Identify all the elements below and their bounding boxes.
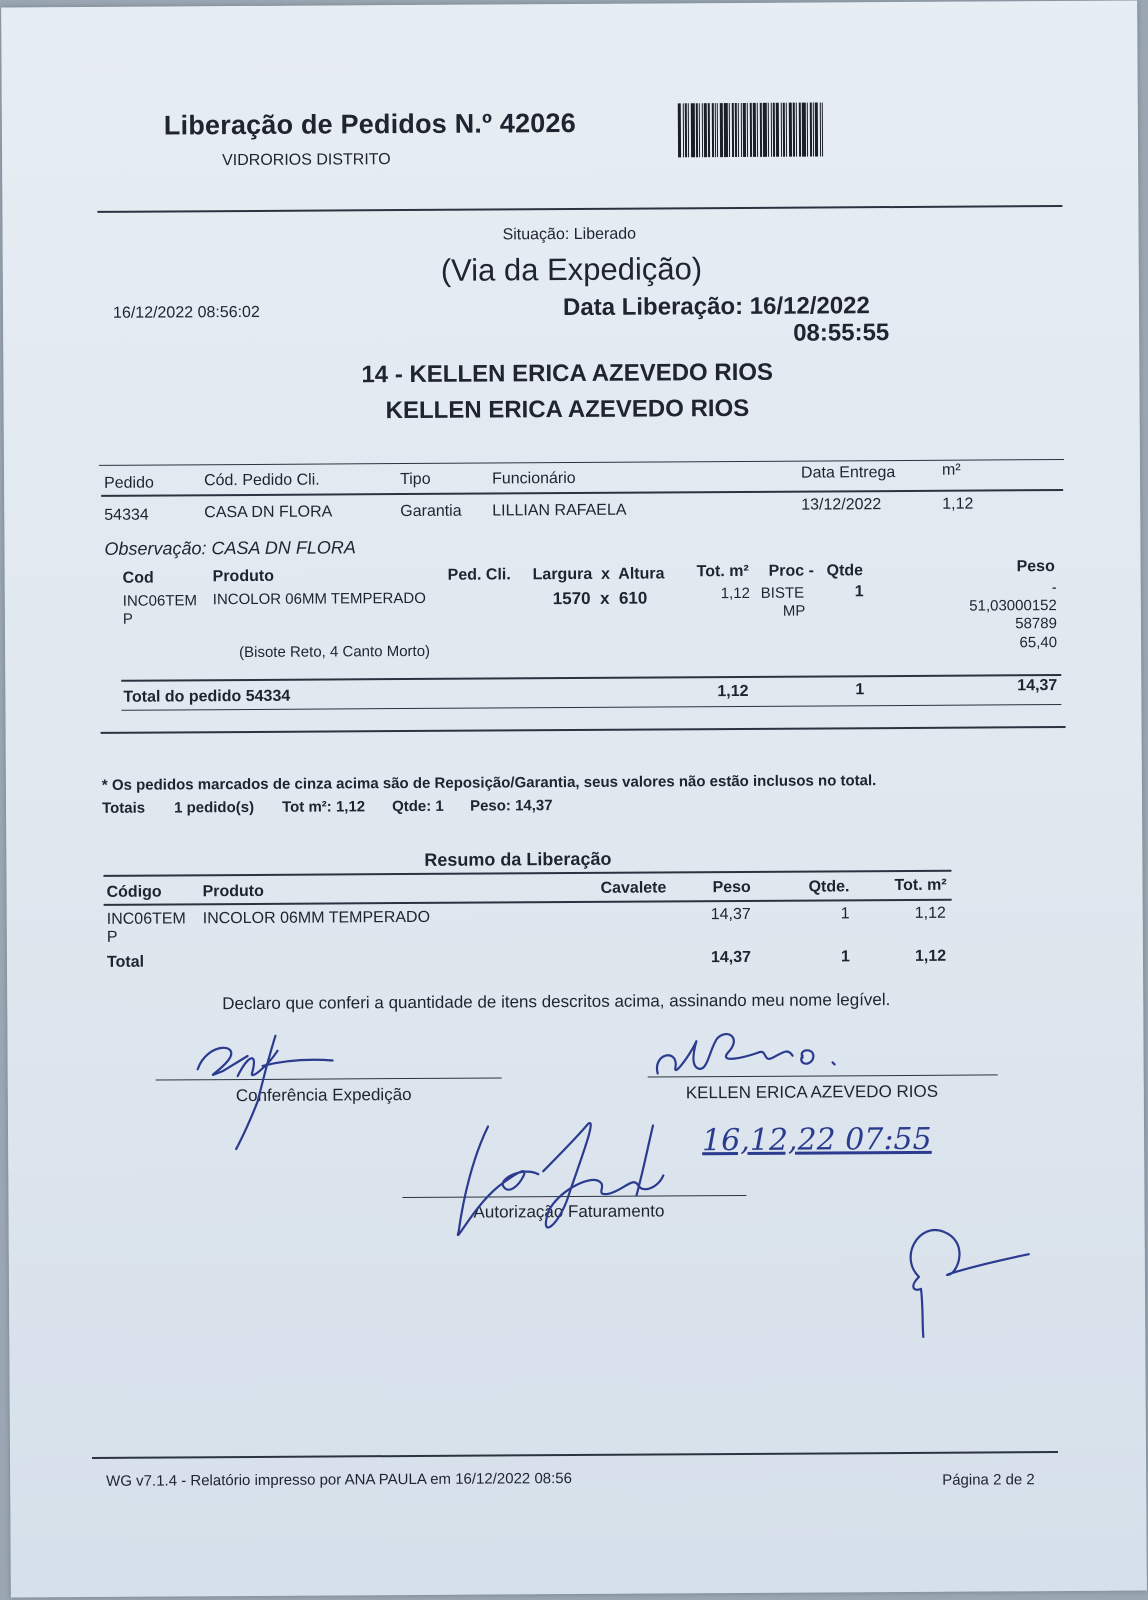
signature-label-authorization: Autorização Faturamento [473, 1201, 665, 1222]
barcode-bar [773, 103, 775, 157]
order-cod-cli: CASA DN FLORA [204, 503, 333, 522]
summary-header-peso: Peso [712, 878, 751, 897]
item-qtde: 1 [854, 583, 864, 601]
divider [92, 1451, 1058, 1459]
document-page [1, 1, 1147, 1598]
barcode-bar [747, 103, 748, 157]
barcode-bar [815, 102, 818, 156]
item-proc-cont: MP [782, 602, 806, 620]
order-header-cod: Cód. Pedido Cli. [203, 471, 320, 490]
order-observation: Observação: CASA DN FLORA [104, 537, 356, 559]
signature-label-client: KELLEN ERICA AZEVEDO RIOS [685, 1081, 939, 1103]
item-dimensions: 1570 x 610 [552, 588, 648, 609]
items-header-proc: Proc - [768, 562, 815, 580]
order-funcionario: LILLIAN RAFAELA [492, 501, 627, 520]
barcode-bar [691, 103, 695, 157]
order-header-data-entrega: Data Entrega [800, 464, 896, 482]
summary-total-qtde: 1 [840, 948, 850, 966]
footer-page-number: Página 2 de 2 [942, 1471, 1035, 1489]
situation-label: Situação: Liberado [502, 225, 637, 244]
item-proc: BISTE [760, 584, 805, 602]
document-title: Liberação de Pedidos N.º 42026 [163, 107, 576, 141]
order-m2: 1,12 [942, 495, 974, 513]
signature-conference-scribble [187, 1020, 348, 1151]
barcode-bar [802, 103, 806, 157]
signature-client-scribble [647, 1017, 847, 1088]
barcode-bar [696, 103, 698, 157]
summary-header-cavalete: Cavalete [600, 879, 667, 897]
summary-header-tot-m2: Tot. m² [894, 876, 947, 895]
order-header-pedido: Pedido [104, 474, 154, 492]
handwritten-date: 16,12,22 07:55 [701, 1121, 932, 1159]
barcode-bar [738, 103, 739, 157]
barcode-bar [735, 103, 737, 157]
items-header-tot-m2: Tot. m² [696, 562, 749, 581]
item-produto: INCOLOR 06MM TEMPERADO [212, 589, 426, 609]
order-total-qtde: 1 [855, 681, 865, 699]
barcode-bar [729, 103, 730, 157]
item-peso-cont: 58789 [1015, 615, 1057, 633]
company-name: VIDRORIOS DISTRITO [222, 151, 391, 170]
divider [101, 726, 1066, 734]
order-header-m2: m² [941, 461, 961, 479]
summary-total-label: Total [106, 953, 145, 971]
barcode-bar [720, 103, 723, 157]
declaration-text: Declaro que conferi a quantidade de itens descritos acima, assinando meu nome legível. [222, 990, 891, 1014]
item-note: (Bisote Reto, 4 Canto Morto) [239, 642, 431, 662]
barcode-bar [757, 103, 758, 157]
item-cod: INC06TEM [122, 592, 198, 610]
barcode-bar [810, 103, 812, 157]
barcode-bar [760, 103, 762, 157]
barcode-bar [807, 103, 808, 157]
items-header-cod: Cod [122, 569, 154, 587]
order-data-entrega: 13/12/2022 [801, 496, 882, 514]
barcode-bar [708, 103, 710, 157]
items-header-ped-cli: Ped. Cli. [447, 566, 511, 584]
barcode-bar [743, 103, 746, 157]
barcode-bar [688, 103, 689, 157]
summary-codigo-cont: P [106, 928, 118, 946]
footer-report-info: WG v7.1.4 - Relatório impresso por ANA PAULA em 16/12/2022 08:56 [106, 1470, 573, 1490]
divider [97, 205, 1062, 213]
summary-peso: 14,37 [710, 905, 751, 924]
signature-authorization-scribble [448, 1115, 679, 1246]
footnote: * Os pedidos marcados de cinza acima são de Reposição/Garantia, seus valores não estão inclusos no total. [101, 772, 877, 794]
divider [101, 489, 1063, 497]
totals-peso: Peso: 14,37 [469, 797, 553, 815]
summary-header-codigo: Código [106, 883, 162, 901]
divider [99, 459, 1064, 466]
summary-tot-m2: 1,12 [914, 904, 946, 922]
barcode-bar [786, 103, 787, 157]
item-peso-value: 65,40 [1019, 634, 1058, 652]
barcode-bar [699, 103, 700, 157]
client-name: KELLEN ERICA AZEVEDO RIOS [385, 394, 750, 425]
barcode [678, 102, 850, 157]
printed-datetime: 16/12/2022 08:56:02 [112, 303, 260, 322]
barcode-bar [685, 103, 687, 157]
barcode-bar [678, 103, 681, 157]
order-header-funcionario: Funcionário [491, 469, 576, 488]
summary-header-produto: Produto [202, 882, 264, 901]
barcode-bar [753, 103, 756, 157]
barcode-bar [796, 103, 797, 157]
item-peso: 51,03000152 [969, 597, 1057, 615]
summary-total-peso: 14,37 [710, 948, 752, 967]
divider [121, 674, 1061, 682]
summary-qtde: 1 [840, 905, 850, 923]
order-pedido: 54334 [104, 506, 149, 524]
summary-total-tot-m2: 1,12 [914, 947, 947, 965]
order-header-tipo: Tipo [399, 470, 431, 489]
summary-header-qtde: Qtde. [808, 878, 850, 896]
initials-scribble [889, 1216, 1050, 1347]
barcode-bar [724, 103, 728, 157]
divider [103, 870, 951, 877]
release-time: 08:55:55 [793, 319, 890, 347]
summary-codigo: INC06TEM [106, 910, 186, 928]
items-header-qtde: Qtde [826, 562, 864, 580]
item-tot-m2: 1,12 [720, 584, 751, 603]
barcode-bar [704, 103, 707, 157]
barcode-bar [750, 103, 752, 157]
signature-label-conference: Conferência Expedição [235, 1084, 412, 1106]
barcode-bar [793, 103, 795, 157]
client-code-name: 14 - KELLEN ERICA AZEVEDO RIOS [361, 358, 774, 389]
barcode-bar [799, 103, 801, 157]
item-peso-dash: - [1051, 579, 1057, 597]
barcode-bar [712, 103, 714, 157]
totals-pedidos: 1 pedido(s) [173, 798, 255, 817]
order-total-label: Total do pedido 54334 [123, 687, 291, 706]
totals-qtde: Qtde: 1 [391, 797, 444, 816]
item-cod-cont: P [122, 610, 133, 628]
copy-label: (Via da Expedição) [440, 251, 703, 288]
barcode-bar [789, 103, 792, 157]
summary-produto: INCOLOR 06MM TEMPERADO [202, 908, 431, 928]
barcode-bar [768, 103, 769, 157]
order-total-m2: 1,12 [717, 682, 749, 701]
barcode-bar [732, 103, 734, 157]
barcode-bar [776, 103, 779, 157]
items-header-peso: Peso [1016, 558, 1055, 576]
summary-title: Resumo da Liberação [424, 848, 612, 870]
totals-label: Totais [101, 799, 146, 817]
items-header-produto: Produto [212, 567, 275, 586]
barcode-bar [822, 102, 823, 156]
totals-m2: Tot m²: 1,12 [281, 798, 366, 816]
order-total-peso: 14,37 [1017, 677, 1058, 695]
barcode-bar [783, 103, 785, 157]
order-tipo: Garantia [400, 502, 462, 521]
barcode-bar [763, 103, 767, 157]
items-header-largura-altura: Largura x Altura [532, 565, 665, 584]
barcode-bar [717, 103, 718, 157]
release-date: Data Liberação: 16/12/2022 [562, 292, 870, 322]
